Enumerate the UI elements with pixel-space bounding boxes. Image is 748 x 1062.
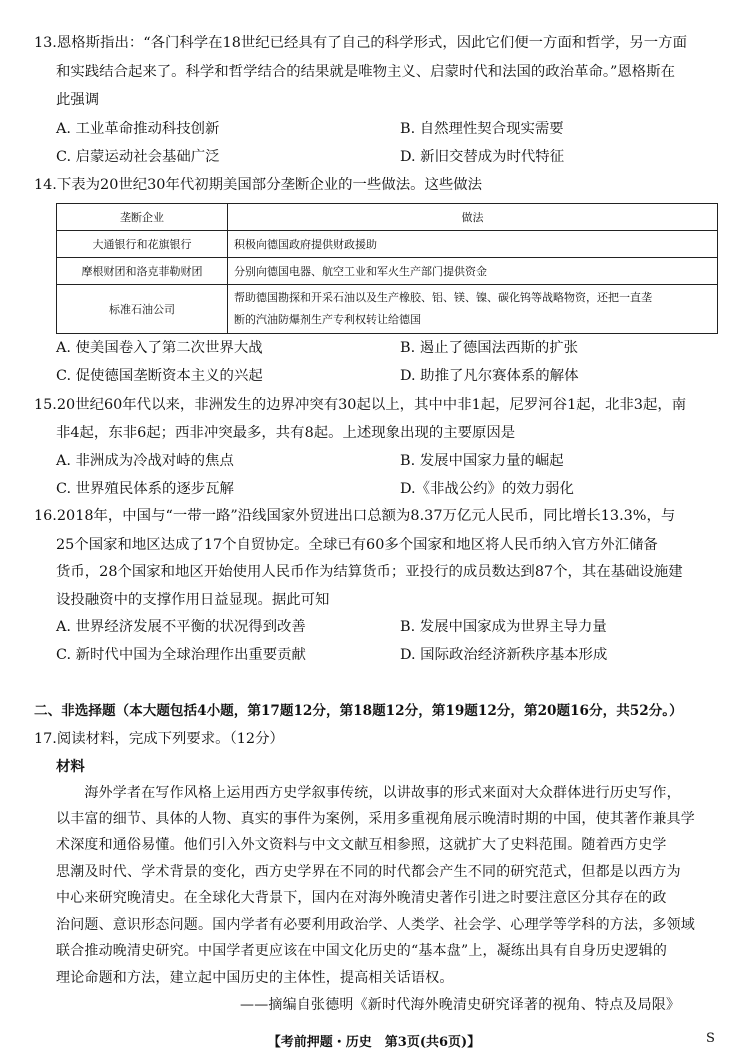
- table-row: [57, 285, 718, 334]
- q15-option-a: A. 非洲成为冷战对峙的焦点: [56, 453, 234, 469]
- q15-stem-line-1: 15.20世纪60年代以来，非洲发生的边界冲突有30起以上，其中中非1起，尼罗河谷1起，北非3起，南: [34, 397, 687, 413]
- table-cell-practice: [228, 285, 718, 334]
- q14-stem: 14.下表为20世纪30年代初期美国部分垄断企业的一些做法。这些做法: [34, 177, 483, 193]
- q15-stem-line-2: 非4起，东非6起；西非冲突最多，共有8起。上述现象出现的主要原因是: [56, 425, 516, 441]
- q13-stem-line-2: 和实践结合起来了。科学和哲学结合的结果就是唯物主义、启蒙时代和法国的政治革命。”恩格斯在: [56, 64, 675, 80]
- material-line-6: 治问题、意识形态问题。国内学者有必要利用政治学、人类学、社会学、心理学等学科的方法，多领域: [56, 917, 695, 933]
- table-cell-line: 帮助德国勘探和开采石油以及生产橡胶、铝、镁、镍、碳化钨等战略物资，还把一直垄: [234, 291, 652, 304]
- table-header-row: [57, 204, 718, 231]
- material-line-4: 思潮及时代、学术背景的变化，西方史学界在不同的时代都会产生不同的研究范式，但都是以西方为: [56, 864, 681, 880]
- material-line-7: 联合推动晚清史研究。中国学者更应该在中国文化历史的“基本盘”上，凝练出具有自身历史逻辑的: [56, 943, 668, 959]
- material-line-3: 术深度和通俗易懂。他们引入外文资料与中文文献互相参照，这就扩大了史料范围。随着西方史学: [56, 837, 667, 853]
- q16-stem-line-3: 货币，28个国家和地区开始使用人民币作为结算货币；亚投行的成员数达到87个，其在基础设施建: [56, 564, 683, 580]
- q14-option-c: C. 促使德国垄断资本主义的兴起: [56, 368, 263, 384]
- q16-option-c: C. 新时代中国为全球治理作出重要贡献: [56, 647, 306, 663]
- q14-option-a: A. 使美国卷入了第二次世界大战: [56, 340, 263, 356]
- page-corner-mark: S: [706, 1031, 715, 1046]
- table-cell-line: 断的汽油防爆剂生产专利权转让给德国: [234, 313, 421, 326]
- page-footer: 【考前押题・历史 第3页(共6页)】: [267, 1035, 481, 1050]
- material-label: 材料: [56, 758, 85, 775]
- q15-option-d: D.《非战公约》的效力弱化: [400, 481, 574, 497]
- material-source: ——摘编自张德明《新时代海外晚清史研究译著的视角、特点及局限》: [240, 997, 681, 1013]
- q16-stem-line-2: 25个国家和地区达成了17个自贸协定。全球已有60多个国家和地区将人民币纳入官方外汇储备: [56, 537, 658, 553]
- table-row: [57, 231, 718, 258]
- q14-option-d: D. 助推了凡尔赛体系的解体: [400, 368, 579, 384]
- q14-option-b: B. 遏止了德国法西斯的扩张: [400, 340, 579, 356]
- q13-option-b: B. 自然理性契合现实需要: [400, 121, 564, 137]
- q16-stem-line-1: 16.2018年，中国与“一带一路”沿线国家外贸进出口总额为8.37万亿元人民币，同比增长13.3%，与: [34, 508, 676, 524]
- q15-option-c: C. 世界殖民体系的逐步瓦解: [56, 481, 234, 497]
- table-header-cell: 做法: [228, 204, 718, 231]
- q14-table: [56, 203, 718, 334]
- table-header-cell: 垄断企业: [57, 204, 228, 231]
- table-cell-company: 摩根财团和洛克菲勒财团: [57, 258, 228, 285]
- table-cell-practice: 积极向德国政府提供财政援助: [228, 231, 718, 258]
- table-cell-practice: 分别向德国电器、航空工业和军火生产部门提供资金: [228, 258, 718, 285]
- section-2-heading: 二、非选择题（本大题包括4小题，第17题12分，第18题12分，第19题12分，第20题16分，共52分。）: [34, 703, 683, 719]
- table-row: [57, 258, 718, 285]
- material-line-2: 以丰富的细节、具体的人物、真实的事件为案例，采用多重视角展示晚清时期的中国，使其著作兼具学: [56, 811, 695, 827]
- q15-option-b: B. 发展中国家力量的崛起: [400, 453, 564, 469]
- q16-option-d: D. 国际政治经济新秩序基本形成: [400, 647, 608, 663]
- q13-option-c: C. 启蒙运动社会基础广泛: [56, 149, 220, 165]
- q17-stem: 17.阅读材料，完成下列要求。（12分）: [34, 731, 284, 747]
- q13-option-a: A. 工业革命推动科技创新: [56, 121, 220, 137]
- q13-stem-line-3: 此强调: [56, 92, 100, 108]
- q16-stem-line-4: 设投融资中的支撑作用日益显现。据此可知: [56, 592, 330, 608]
- material-line-1: 海外学者在写作风格上运用西方史学叙事传统，以讲故事的形式来面对大众群体进行历史写作，: [56, 785, 681, 801]
- table-cell-company: 大通银行和花旗银行: [57, 231, 228, 258]
- table-cell-company: 标准石油公司: [57, 285, 228, 334]
- q13-option-d: D. 新旧交替成为时代特征: [400, 149, 565, 165]
- material-line-5: 中心来研究晚清史。在全球化大背景下，国内在对海外晚清史著作引进之时要注意区分其存在的政: [56, 890, 667, 906]
- material-line-8: 理论命题和方法，建立起中国历史的主体性，提高相关话语权。: [56, 970, 454, 986]
- q16-option-b: B. 发展中国家成为世界主导力量: [400, 619, 607, 635]
- q13-stem-line-1: 13.恩格斯指出：“各门科学在18世纪已经具有了自己的科学形式，因此它们便一方面和哲学，另一方面: [34, 35, 687, 51]
- q16-option-a: A. 世界经济发展不平衡的状况得到改善: [56, 619, 306, 635]
